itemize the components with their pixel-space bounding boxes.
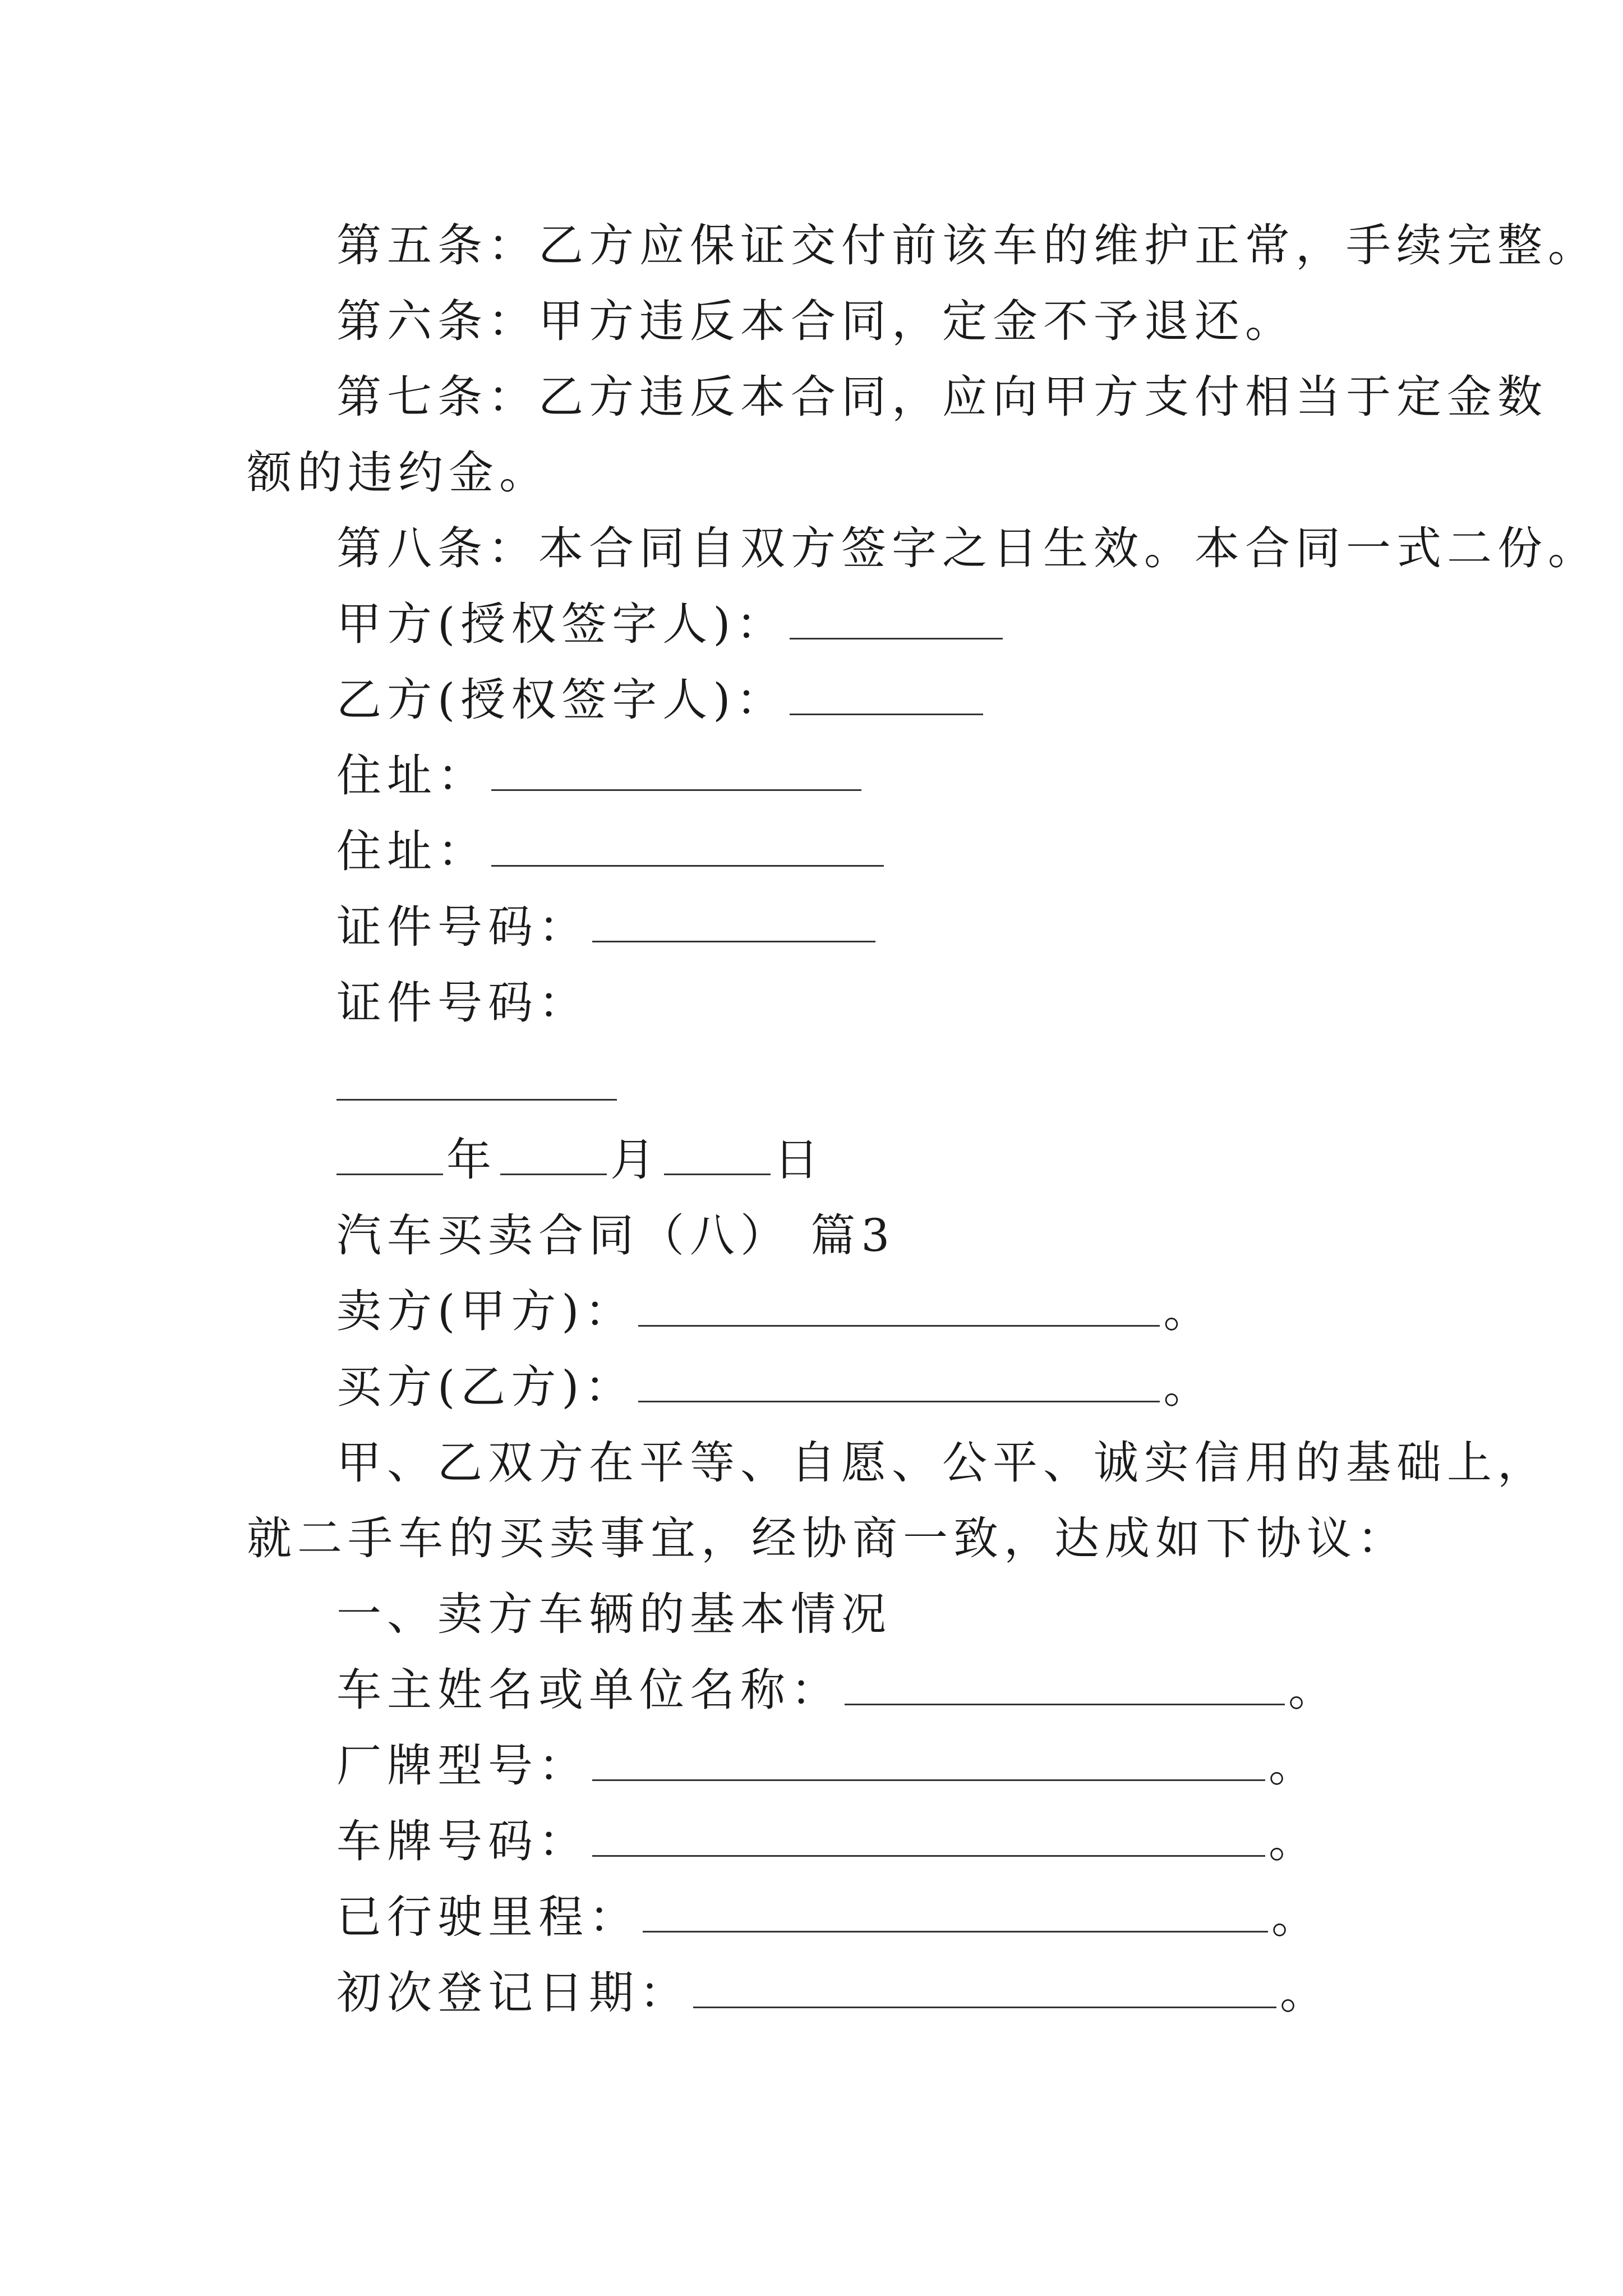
address-b-line: [336, 823, 887, 880]
address-a-label: 住址：: [336, 749, 488, 802]
clause-7-line2: 额的违约金。: [247, 447, 550, 499]
intro-line2: 就二手车的买卖事宜，经协商一致，达成如下协议：: [247, 1512, 1408, 1565]
buyer-label: 买方(乙方)：: [336, 1361, 635, 1413]
clause-7-line1: 第七条：乙方违反本合同，应向甲方支付相当于定金数: [336, 371, 1548, 423]
intro-line1: 甲、乙双方在平等、自愿、公平、诚实信用的基础上，: [336, 1437, 1548, 1489]
reg-date-line: [336, 1965, 1330, 2021]
owner-label: 车主姓名或单位名称：: [336, 1664, 841, 1716]
id-a-blank[interactable]: [592, 901, 875, 942]
month-label: 月: [610, 1134, 661, 1186]
seller-label: 卖方(甲方)：: [336, 1285, 635, 1337]
id-a-line: [336, 899, 879, 955]
model-period: 。: [1269, 1740, 1319, 1792]
party-b-label: 乙方(授权签字人)：: [336, 674, 787, 726]
clause-8: 第八条：本合同自双方签字之日生效。本合同一式二份。: [336, 522, 1598, 574]
mileage-line: [336, 1889, 1322, 1945]
plate-period: 。: [1269, 1815, 1319, 1867]
year-label: 年: [446, 1134, 497, 1186]
id-a-label: 证件号码：: [336, 901, 589, 953]
id-b-blank[interactable]: [336, 1098, 617, 1101]
buyer-blank[interactable]: [638, 1361, 1160, 1402]
day-blank[interactable]: [664, 1134, 771, 1175]
owner-period: 。: [1288, 1664, 1339, 1716]
buyer-period: 。: [1163, 1361, 1214, 1413]
section-title: 汽车买卖合同（八） 篇3: [336, 1209, 896, 1262]
owner-blank[interactable]: [845, 1664, 1285, 1705]
party-a-signature-line: [336, 596, 1006, 652]
mileage-label: 已行驶里程：: [336, 1891, 639, 1943]
clause-5: 第五条：乙方应保证交付前该车的维护正常，手续完整。: [336, 219, 1598, 272]
mileage-period: 。: [1271, 1891, 1322, 1943]
party-b-blank[interactable]: [790, 674, 983, 715]
plate-line: [336, 1814, 1319, 1870]
clause-6: 第六条：甲方违反本合同，定金不予退还。: [336, 295, 1295, 347]
reg-date-label: 初次登记日期：: [336, 1967, 690, 2019]
year-blank[interactable]: [336, 1134, 443, 1175]
address-a-line: [336, 748, 865, 804]
party-b-signature-line: [336, 672, 986, 728]
party-a-label: 甲方(授权签字人)：: [336, 598, 787, 650]
day-label: 日: [774, 1134, 824, 1186]
address-b-blank[interactable]: [491, 826, 884, 867]
mileage-blank[interactable]: [643, 1892, 1268, 1932]
month-blank[interactable]: [500, 1134, 607, 1175]
plate-blank[interactable]: [592, 1816, 1265, 1857]
model-blank[interactable]: [592, 1740, 1265, 1781]
owner-line: [336, 1662, 1339, 1718]
buyer-line: [336, 1359, 1214, 1415]
seller-period: 。: [1163, 1285, 1214, 1337]
reg-date-period: 。: [1280, 1967, 1330, 2019]
address-b-label: 住址：: [336, 825, 488, 877]
seller-line: [336, 1283, 1214, 1340]
model-line: [336, 1738, 1319, 1794]
address-a-blank[interactable]: [491, 750, 861, 791]
id-b-label: 证件号码：: [336, 977, 589, 1029]
reg-date-blank[interactable]: [693, 1967, 1276, 2008]
seller-blank[interactable]: [638, 1286, 1160, 1327]
heading-1: 一、卖方车辆的基本情况: [336, 1588, 892, 1640]
plate-label: 车牌号码：: [336, 1815, 589, 1867]
date-line: [336, 1132, 824, 1188]
model-label: 厂牌型号：: [336, 1740, 589, 1792]
party-a-blank[interactable]: [790, 599, 1003, 639]
